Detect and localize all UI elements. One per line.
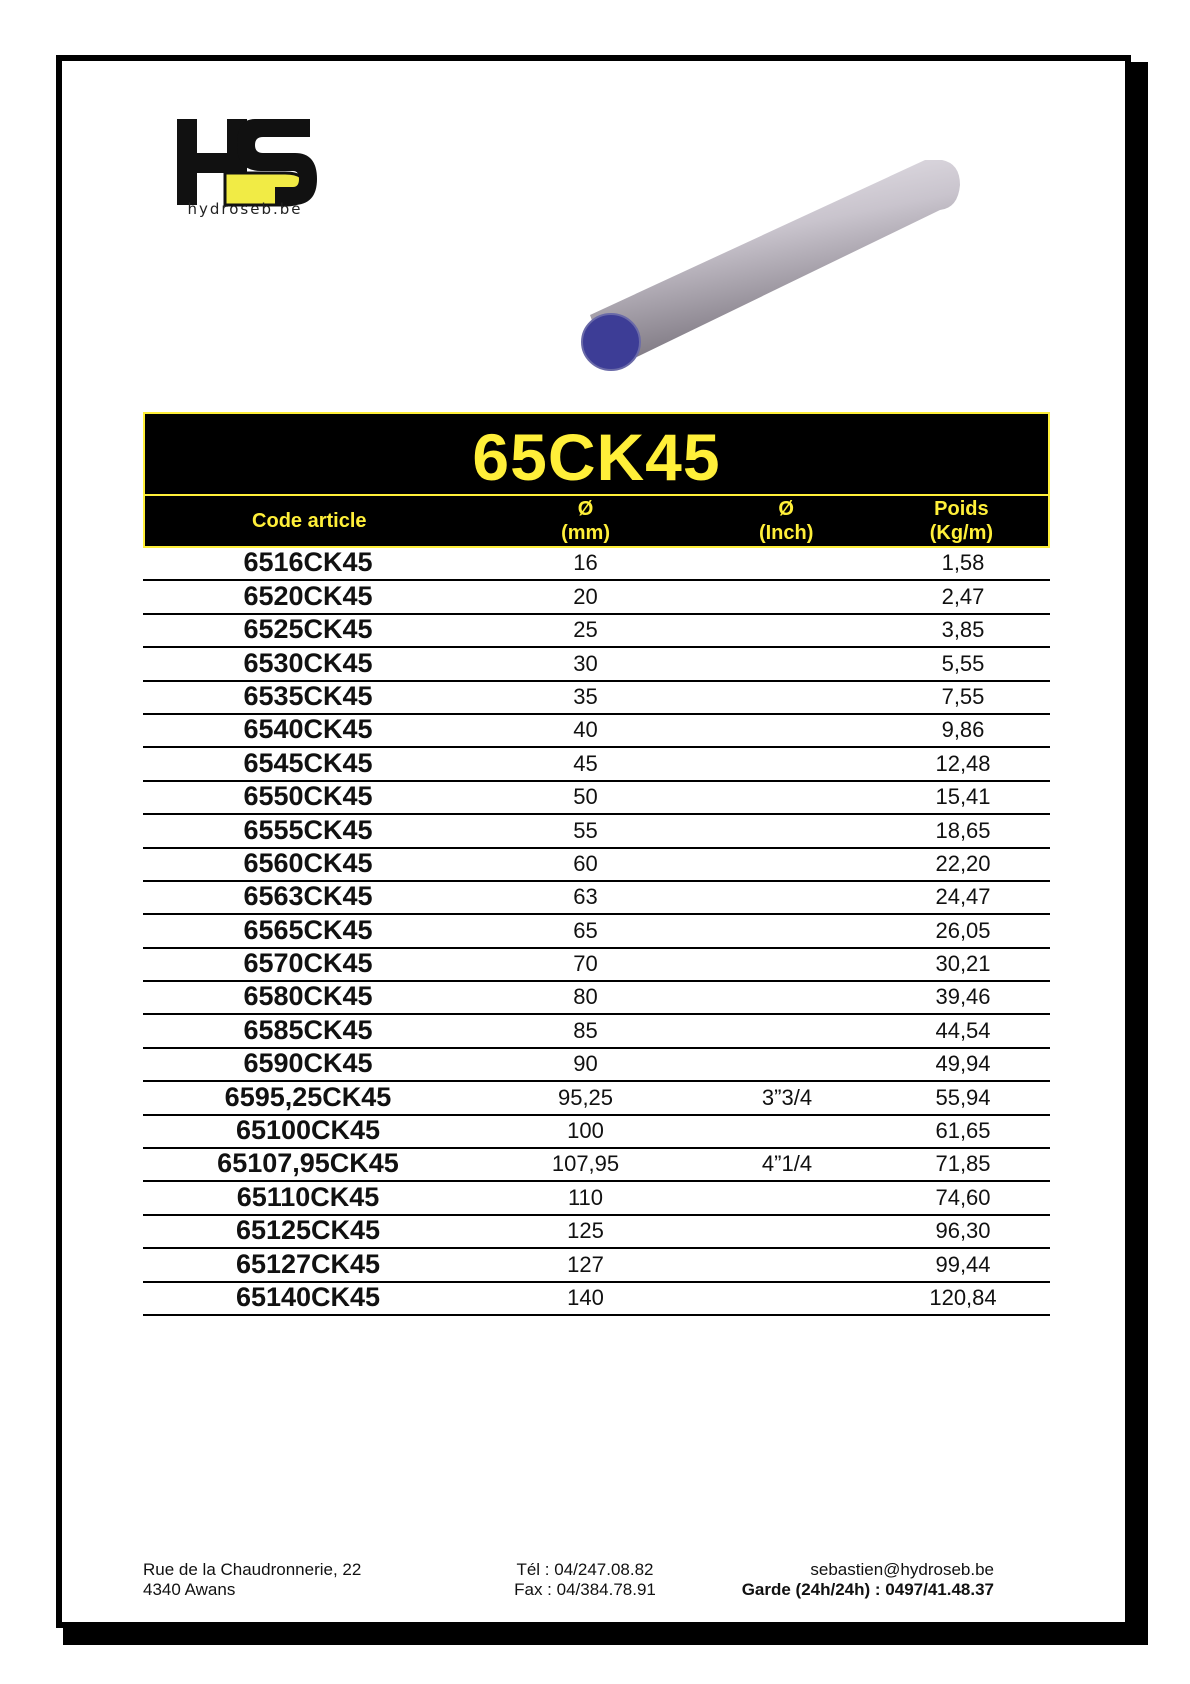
cell-diameter-mm: 125: [567, 1218, 604, 1244]
cell-code: 6595,25CK45: [224, 1081, 392, 1112]
unit-inch: (Inch): [758, 522, 814, 544]
table-header: [143, 496, 1050, 548]
table-row: [143, 1082, 1050, 1115]
cell-diameter-inch: [698, 1278, 876, 1281]
table-row: [143, 548, 1050, 581]
footer-address: [143, 1560, 361, 1600]
cell-diameter-mm: 16: [573, 550, 598, 576]
cell-diameter-mm: 70: [573, 951, 598, 977]
cell-diameter-mm: 100: [567, 1118, 604, 1144]
cell-weight: 22,20: [935, 850, 991, 876]
cell-code: 6525CK45: [243, 614, 373, 645]
cell-diameter-mm: 60: [573, 850, 598, 876]
cell-diameter-inch: [698, 777, 876, 780]
table-row: [143, 715, 1050, 748]
cell-diameter-mm: 20: [573, 583, 598, 609]
cell-code: 6565CK45: [243, 914, 373, 945]
table-row: [143, 882, 1050, 915]
cell-diameter-mm: 65: [573, 917, 598, 943]
cell-diameter-mm: 95,25: [557, 1084, 614, 1110]
cell-weight: 18,65: [935, 817, 991, 843]
table-row: [143, 1216, 1050, 1249]
cell-code: 6570CK45: [243, 948, 373, 979]
header-code-label: Code article: [252, 510, 367, 532]
cell-weight: 74,60: [935, 1184, 991, 1210]
cell-code: 65125CK45: [235, 1215, 381, 1246]
cell-code: 6585CK45: [243, 1014, 373, 1045]
cell-code: 65110CK45: [236, 1181, 380, 1212]
cell-weight: 9,86: [941, 717, 985, 743]
table-row: [143, 915, 1050, 948]
cell-diameter-mm: 30: [573, 650, 598, 676]
cell-diameter-inch: [698, 977, 876, 980]
table-row: [143, 1049, 1050, 1082]
cell-code: 6516CK45: [243, 547, 373, 578]
cell-diameter-inch: [698, 1044, 876, 1047]
cell-code: 6545CK45: [243, 747, 373, 778]
cell-diameter-inch: 3”3/4: [761, 1084, 813, 1110]
cell-weight: 30,21: [935, 951, 991, 977]
cell-weight: 5,55: [941, 650, 985, 676]
cell-diameter-mm: 107,95: [551, 1151, 620, 1177]
cell-diameter-mm: 35: [573, 683, 598, 709]
cell-weight: 7,55: [941, 683, 985, 709]
table-row: [143, 1182, 1050, 1215]
cell-diameter-mm: 90: [573, 1051, 598, 1077]
cell-diameter-inch: [698, 810, 876, 813]
cell-diameter-inch: [698, 1144, 876, 1147]
cell-weight: 1,58: [941, 550, 985, 576]
header-weight: [875, 496, 1048, 546]
footer-contact-email: [700, 1560, 994, 1600]
cell-code: 6560CK45: [243, 847, 373, 878]
cell-diameter-mm: 110: [567, 1184, 604, 1210]
cell-diameter-inch: [698, 1211, 876, 1214]
cell-weight: 44,54: [935, 1017, 991, 1043]
header-diameter-mm: [474, 496, 698, 546]
cell-code: 65100CK45: [235, 1115, 381, 1146]
table-row: [143, 615, 1050, 648]
table-body: [143, 548, 1050, 1316]
footer-contact-phone: [500, 1560, 670, 1600]
cell-diameter-inch: [698, 944, 876, 947]
cell-diameter-inch: [698, 1311, 876, 1314]
table-row: [143, 815, 1050, 848]
cell-diameter-inch: [698, 610, 876, 613]
cell-code: 6580CK45: [243, 981, 373, 1012]
address-street: Rue de la Chaudronnerie, 22: [143, 1560, 362, 1579]
cell-diameter-inch: [698, 576, 876, 579]
diameter-symbol: Ø: [577, 498, 594, 520]
table-row: [143, 1149, 1050, 1182]
cell-diameter-mm: 127: [567, 1251, 604, 1277]
table-row: [143, 782, 1050, 815]
cell-code: 6540CK45: [243, 714, 373, 745]
email-link[interactable]: sebastien@hydroseb.be: [810, 1560, 994, 1579]
cell-code: 65140CK45: [235, 1281, 381, 1312]
table-row: [143, 682, 1050, 715]
logo-caption: hydroseb.be: [187, 200, 303, 218]
table-row: [143, 1116, 1050, 1149]
cell-diameter-inch: [698, 1077, 876, 1080]
cell-weight: 96,30: [935, 1218, 991, 1244]
table-row: [143, 581, 1050, 614]
unit-kg-m: (Kg/m): [929, 522, 994, 544]
cell-weight: 71,85: [935, 1151, 991, 1177]
table-row: [143, 982, 1050, 1015]
weight-label: Poids: [934, 498, 989, 520]
emergency-phone: Garde (24h/24h) : 0497/41.48.37: [741, 1580, 994, 1599]
header-diameter-inch: [698, 496, 875, 546]
cell-diameter-inch: [698, 677, 876, 680]
cell-weight: 55,94: [935, 1084, 991, 1110]
product-title: 65CK45: [472, 420, 721, 494]
unit-mm: (mm): [561, 522, 610, 544]
cell-weight: 26,05: [935, 917, 991, 943]
cell-diameter-inch: [698, 710, 876, 713]
cell-diameter-mm: 40: [573, 717, 598, 743]
table-row: [143, 1015, 1050, 1048]
diameter-symbol: Ø: [778, 498, 794, 520]
cell-diameter-inch: [698, 844, 876, 847]
product-table: [143, 496, 1050, 1316]
cell-code: 6555CK45: [243, 814, 373, 845]
cell-code: 6563CK45: [243, 881, 373, 912]
cell-code: 65107,95CK45: [217, 1148, 399, 1179]
cell-code: 6530CK45: [243, 647, 373, 678]
address-city: 4340 Awans: [143, 1580, 236, 1599]
header-code-article: [145, 496, 474, 546]
cell-diameter-inch: [698, 877, 876, 880]
cell-diameter-inch: 4”1/4: [761, 1151, 813, 1177]
cell-code: 6520CK45: [243, 580, 373, 611]
phone-number: Tél : 04/247.08.82: [516, 1560, 654, 1579]
cell-weight: 61,65: [935, 1118, 991, 1144]
cell-weight: 15,41: [935, 784, 991, 810]
table-row: [143, 748, 1050, 781]
table-row: [143, 949, 1050, 982]
product-title-bar: [143, 412, 1050, 496]
cell-code: 6550CK45: [243, 781, 373, 812]
table-row: [143, 1249, 1050, 1282]
table-row: [143, 849, 1050, 882]
cell-weight: 12,48: [935, 750, 991, 776]
cell-diameter-inch: [698, 643, 876, 646]
cell-diameter-mm: 85: [573, 1017, 598, 1043]
cell-weight: 24,47: [935, 884, 991, 910]
steel-rod-icon: [570, 160, 970, 390]
fax-number: Fax : 04/384.78.91: [514, 1580, 656, 1599]
cell-code: 65127CK45: [235, 1248, 381, 1279]
cell-diameter-mm: 50: [573, 784, 598, 810]
cell-weight: 49,94: [935, 1051, 991, 1077]
cell-diameter-mm: 63: [573, 884, 598, 910]
cell-diameter-inch: [698, 1244, 876, 1247]
cell-weight: 120,84: [929, 1284, 997, 1310]
cell-diameter-mm: 140: [567, 1284, 604, 1310]
cell-weight: 39,46: [935, 984, 991, 1010]
cell-diameter-mm: 25: [573, 617, 598, 643]
cell-diameter-inch: [698, 743, 876, 746]
cell-diameter-mm: 45: [573, 750, 598, 776]
cell-diameter-inch: [698, 910, 876, 913]
cell-diameter-inch: [698, 1010, 876, 1013]
table-row: [143, 648, 1050, 681]
cell-diameter-mm: 55: [573, 817, 598, 843]
cell-weight: 99,44: [935, 1251, 991, 1277]
table-row: [143, 1283, 1050, 1316]
cell-code: 6590CK45: [243, 1048, 373, 1079]
cell-diameter-mm: 80: [573, 984, 598, 1010]
cell-weight: 2,47: [941, 583, 985, 609]
cell-code: 6535CK45: [243, 680, 373, 711]
cell-weight: 3,85: [941, 617, 985, 643]
